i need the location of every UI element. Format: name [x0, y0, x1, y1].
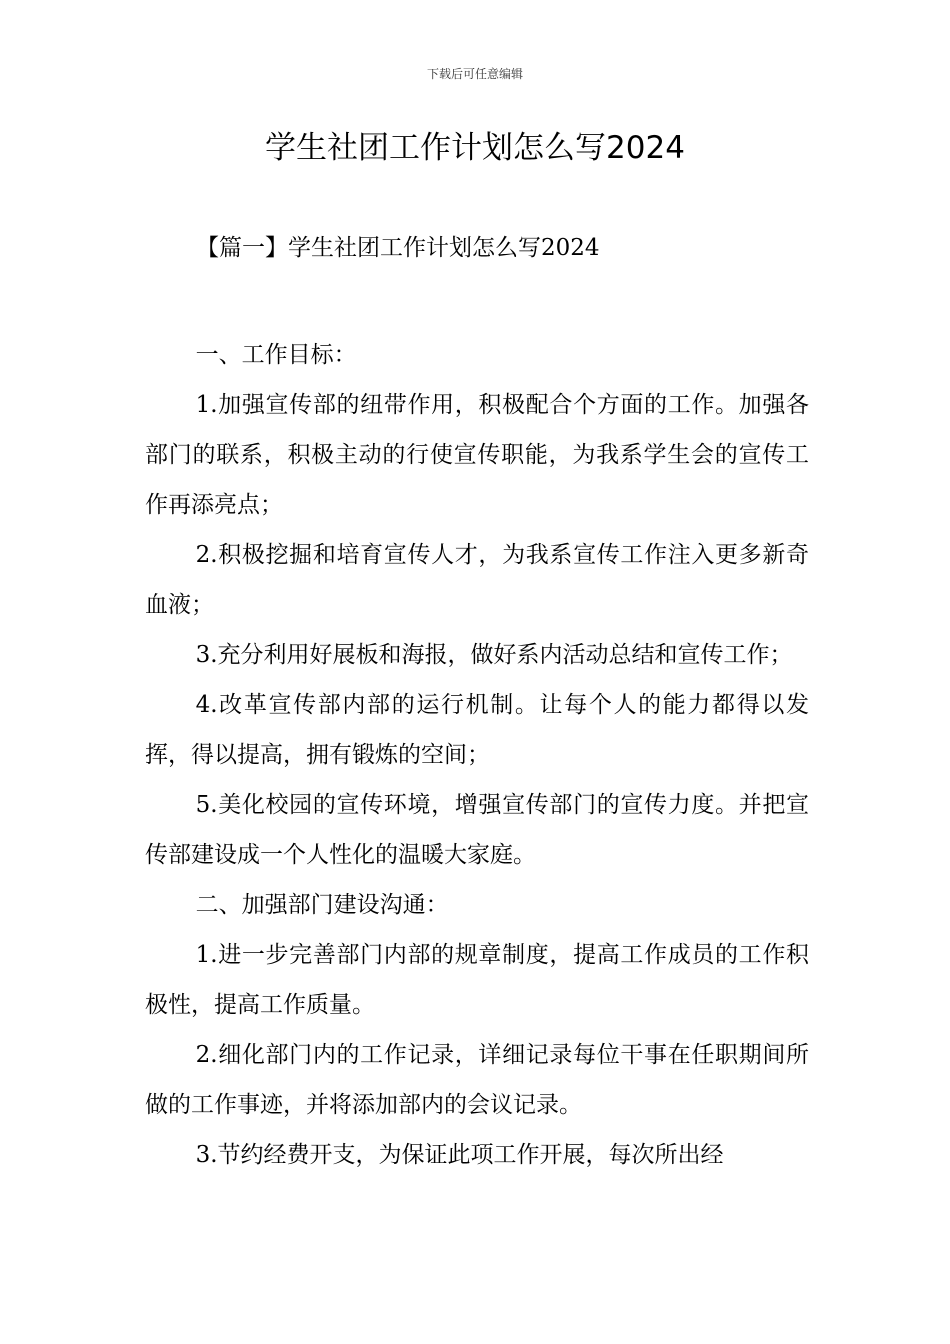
- paragraph-building-2: 2.细化部门内的工作记录，详细记录每位干事在任职期间所做的工作事迹，并将添加部内的会议记录。: [145, 1042, 809, 1118]
- paragraph-building-1: 1.进一步完善部门内部的规章制度，提高工作成员的工作积极性，提高工作质量。: [145, 942, 809, 1018]
- paragraph-goal-3: 3.充分利用好展板和海报，做好系内活动总结和宣传工作；: [195, 642, 793, 668]
- paragraph-goal-2: 2.积极挖掘和培育宣传人才，为我系宣传工作注入更多新奇血液；: [145, 542, 809, 618]
- paragraph-goal-5: 5.美化校园的宣传环境，增强宣传部门的宣传力度。并把宣传部建设成一个人性化的温暖大家庭。: [145, 792, 809, 868]
- header-note: 下载后可任意编辑: [426, 67, 523, 81]
- paragraph-building-3: 3.节约经费开支，为保证此项工作开展，每次所出经: [195, 1142, 724, 1168]
- document-title: 学生社团工作计划怎么写2024: [265, 130, 685, 166]
- paragraph-goal-4: 4.改革宣传部内部的运行机制。让每个人的能力都得以发挥，得以提高，拥有锻炼的空间；: [145, 692, 809, 768]
- section-heading: 【篇一】学生社团工作计划怎么写2024: [196, 235, 600, 261]
- heading-department-building: 二、加强部门建设沟通：: [195, 892, 449, 918]
- paragraph-goal-1: 1.加强宣传部的纽带作用，积极配合个方面的工作。加强各部门的联系，积极主动的行使宣传职能，为我系学生会的宣传工作再添亮点；: [145, 392, 809, 518]
- heading-work-goals: 一、工作目标：: [195, 342, 357, 368]
- document-body: [145, 330, 809, 1180]
